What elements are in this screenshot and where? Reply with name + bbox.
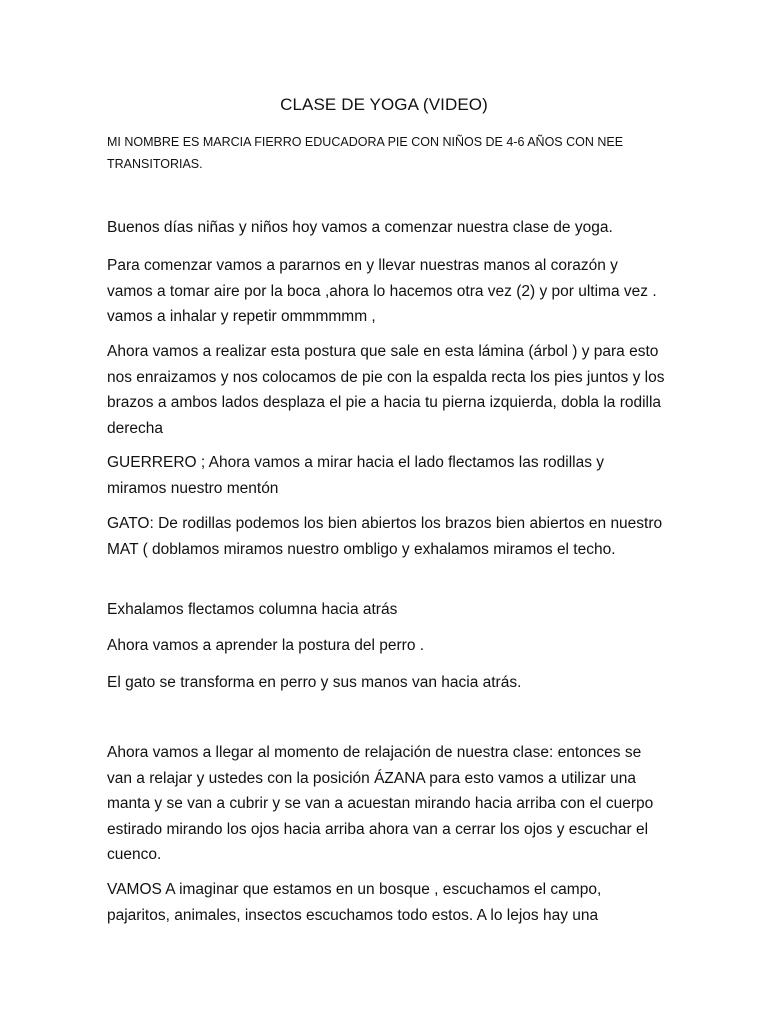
document-subtitle: MI NOMBRE ES MARCIA FIERRO EDUCADORA PIE CON NIÑOS DE 4-6 AÑOS CON NEE TRANSITORIAS. [107,135,624,171]
paragraph: GUERRERO ; Ahora vamos a mirar hacia el lado flectamos las rodillas y miramos nuestro mentón [107,454,605,497]
paragraph: Para comenzar vamos a pararnos en y llevar nuestras manos al corazón y vamos a tomar aire por la boca ,ahora lo hacemos otra vez (2) y por ultima vez . vamos a inhalar y repetir ommmmmm , [107,257,657,325]
paragraph: GATO: De rodillas podemos los bien abiertos los brazos bien abiertos en nuestro MAT ( doblamos miramos nuestro ombligo y exhalamos miramos el techo. [107,515,663,558]
paragraph: Ahora vamos a aprender la postura del perro . [107,637,425,654]
document-title: CLASE DE YOGA (VIDEO) [280,95,488,114]
paragraph: Ahora vamos a llegar al momento de relajación de nuestra clase: entonces se van a relajar y ustedes con la posición ÁZANA para esto vamos a utilizar una manta y se van a cubrir y se van a acuestan mirando hacia arriba con el cuerpo estirado mirando los ojos hacia arriba ahora van a cerrar los ojos y escuchar el cuenco. [107,744,654,863]
paragraph: Exhalamos flectamos columna hacia atrás [107,601,398,618]
paragraph: Buenos días niñas y niños hoy vamos a comenzar nuestra clase de yoga. [107,219,613,236]
paragraph: El gato se transforma en perro y sus manos van hacia atrás. [107,674,522,691]
paragraph: Ahora vamos a realizar esta postura que sale en esta lámina (árbol ) y para esto nos enraizamos y nos colocamos de pie con la espalda recta los pies juntos y los brazos a ambos lados desplaza el pie a hacia tu pierna izquierda, dobla la rodilla derecha [107,343,665,437]
paragraph: VAMOS A imaginar que estamos en un bosque , escuchamos el campo, pajaritos, animales, insectos escuchamos todo estos. A lo lejos hay una [107,881,602,924]
